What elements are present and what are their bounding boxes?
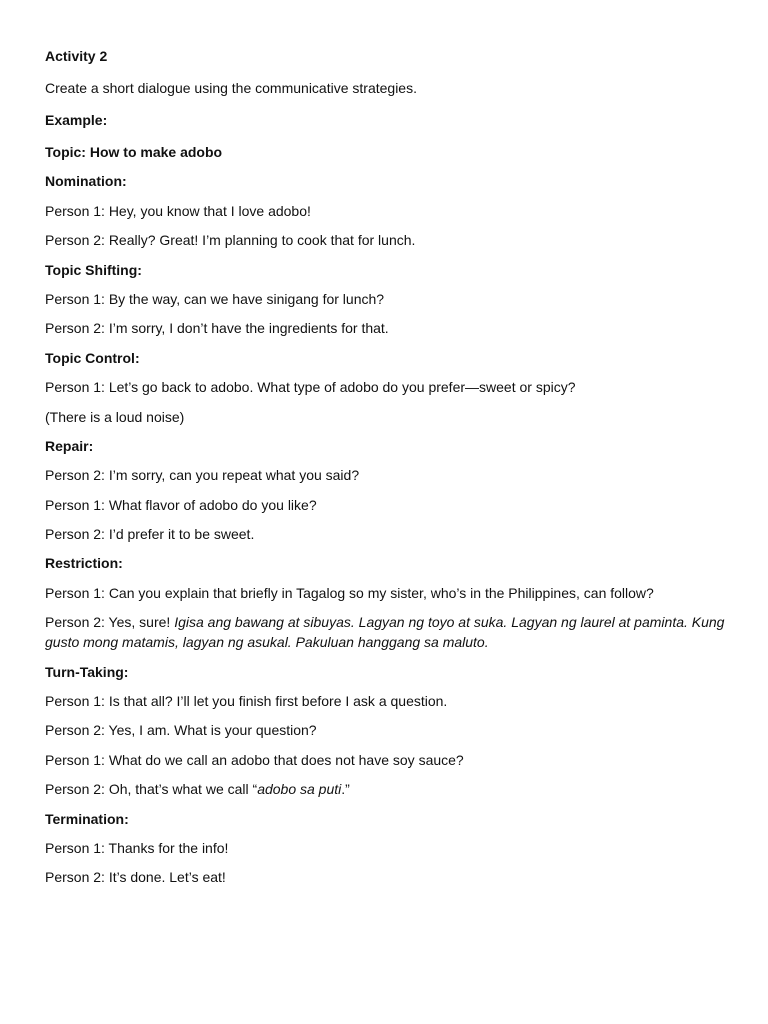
dialogue-line: Person 2: It’s done. Let’s eat! [45, 869, 226, 886]
section-heading-topic-shifting: Topic Shifting: [45, 261, 142, 278]
dialogue-line: Person 2: I’m sorry, I don’t have the ingredients for that. [45, 320, 389, 337]
dialogue-line: Person 1: What flavor of adobo do you like? [45, 496, 317, 513]
topic-heading: Topic: How to make adobo [45, 144, 223, 160]
dialogue-line: Person 1: Thanks for the info! [45, 839, 229, 856]
dialogue-line-suffix: .” [341, 781, 350, 798]
dialogue-line: Person 2: I’m sorry, can you repeat what you said? [45, 467, 360, 484]
dialogue-line: Person 1: Is that all? I’ll let you finish first before I ask a question. [45, 693, 448, 710]
activity-title: Activity 2 [45, 48, 108, 64]
dialogue-line-mixed [45, 779, 725, 799]
dialogue-line: Person 1: Let’s go back to adobo. What type of adobo do you prefer—sweet or spicy? [45, 379, 576, 396]
stage-direction: (There is a loud noise) [45, 408, 185, 425]
section-heading-nomination: Nomination: [45, 173, 127, 190]
dish-name: adobo sa puti [257, 781, 342, 798]
dialogue-line-mixed [45, 612, 725, 652]
section-heading-turn-taking: Turn-Taking: [45, 663, 129, 680]
document-page [45, 46, 725, 897]
section-heading-restriction: Restriction: [45, 555, 123, 572]
dialogue-line: Person 1: Hey, you know that I love adobo! [45, 202, 311, 219]
tagalog-instructions: Igisa ang bawang at sibuyas. Lagyan ng toyo at suka. Lagyan ng laurel at paminta. Kung gusto mong matamis, lagyan ng asukal. Pakuluan hanggang sa maluto. [45, 614, 725, 651]
example-label: Example: [45, 112, 108, 128]
dialogue-line-prefix: Person 2: Oh, that’s what we call “ [45, 781, 258, 798]
dialogue-line: Person 1: What do we call an adobo that does not have soy sauce? [45, 751, 464, 768]
dialogue-line: Person 2: Yes, I am. What is your question? [45, 722, 317, 739]
dialogue-line: Person 1: By the way, can we have sinigang for lunch? [45, 290, 385, 307]
section-heading-termination: Termination: [45, 810, 129, 827]
instruction-text: Create a short dialogue using the communicative strategies. [45, 80, 417, 96]
section-heading-repair: Repair: [45, 437, 94, 454]
dialogue-line: Person 1: Can you explain that briefly in Tagalog so my sister, who’s in the Philippines, can follow? [45, 584, 654, 601]
dialogue-line: Person 2: I’d prefer it to be sweet. [45, 526, 255, 543]
dialogue-line-prefix: Person 2: Yes, sure! [45, 614, 175, 631]
dialogue-line: Person 2: Really? Great! I’m planning to cook that for lunch. [45, 232, 416, 249]
section-heading-topic-control: Topic Control: [45, 349, 140, 366]
